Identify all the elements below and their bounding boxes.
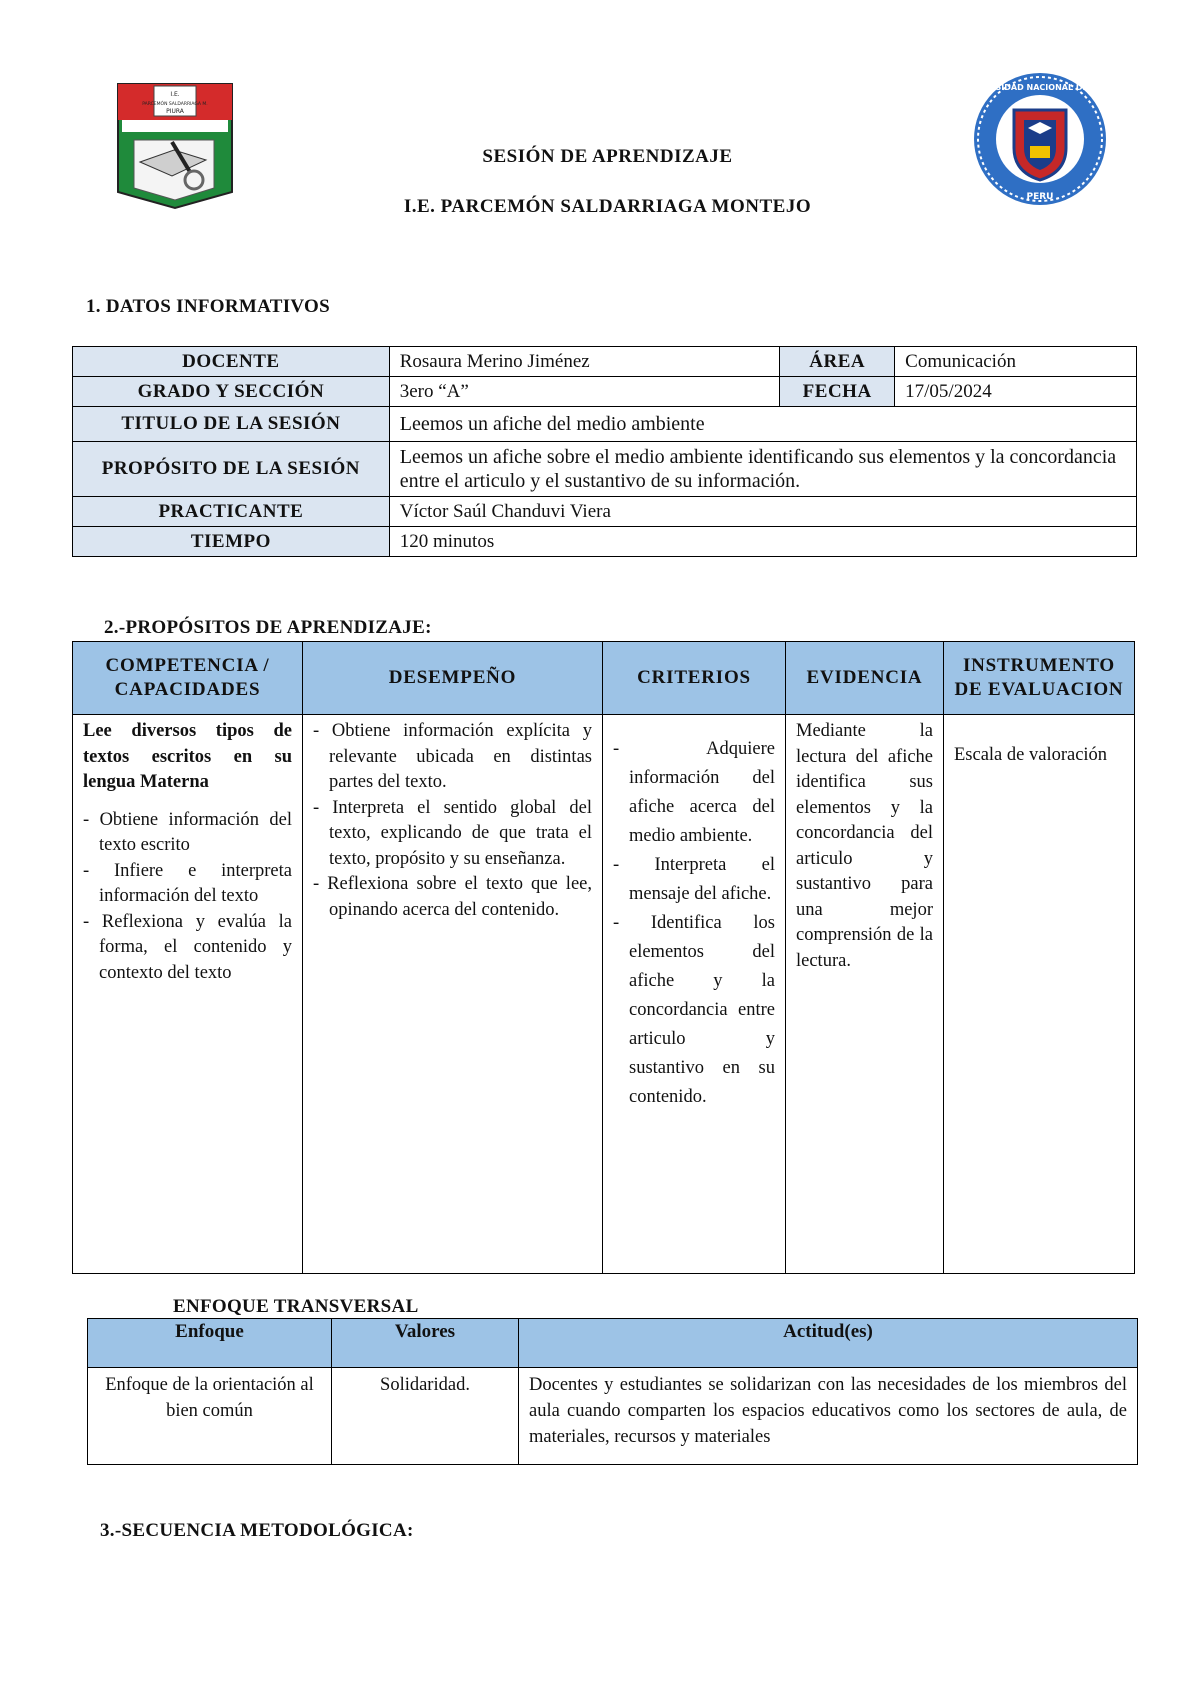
svg-text:PARCEMÓN SALDARRIAGA M.: PARCEMÓN SALDARRIAGA M. (142, 102, 208, 107)
desempeno-item: - Obtiene información explícita y relevante ubicada en distintas partes del texto. (313, 721, 592, 792)
criterios-cell (603, 715, 786, 1274)
evidencia-cell: Mediante la lectura del afiche identifica sus elementos y la concordancia del articulo y sustantivo para una mejor comprensión de la lectura. (786, 715, 944, 1274)
section1-heading: 1. DATOS INFORMATIVOS (86, 296, 330, 317)
desempeno-item: - Interpreta el sentido global del texto, explicando de que trata el texto, propósito y su enseñanza. (313, 797, 592, 869)
titulo-value: Leemos un afiche del medio ambiente (389, 407, 1136, 442)
header-enfoque: Enfoque (88, 1319, 332, 1368)
header-valores: Valores (332, 1319, 519, 1368)
area-value: Comunicación (895, 347, 1137, 377)
capacidad-item: - Reflexiona y evalúa la forma, el contenido y contexto del texto (83, 911, 292, 983)
school-name: I.E. PARCEMÓN SALDARRIAGA MONTEJO (403, 196, 812, 217)
competencia-title: Lee diversos tipos de textos escritos en su lengua Materna (83, 721, 292, 792)
propositos-table (72, 641, 1135, 1274)
grado-value: 3ero “A” (389, 377, 779, 407)
header-competencia: COMPETENCIA / CAPACIDADES (73, 642, 303, 715)
proposito-label: PROPÓSITO DE LA SESIÓN (73, 442, 390, 497)
fecha-value: 17/05/2024 (895, 377, 1137, 407)
university-seal-logo (966, 68, 1114, 210)
document-title: SESIÓN DE APRENDIZAJE (482, 146, 733, 167)
capacidad-item: - Obtiene información del texto escrito (83, 809, 292, 855)
area-label: ÁREA (780, 347, 895, 377)
proposito-value: Leemos un afiche sobre el medio ambiente identificando sus elementos y la concordancia entre el articulo y el sustantivo de su información. (389, 442, 1136, 497)
criterio-item: - Interpreta el mensaje del afiche. (613, 855, 775, 904)
tiempo-value: 120 minutos (389, 527, 1136, 557)
actitud-cell: Docentes y estudiantes se solidarizan con las necesidades de los miembros del aula cuando comparten los espacios educativos como los sectores de aula, de materiales, recursos y materiales (519, 1368, 1138, 1465)
desempeno-cell (303, 715, 603, 1274)
valores-cell: Solidaridad. (332, 1368, 519, 1465)
docente-label: DOCENTE (73, 347, 390, 377)
header-desempeno: DESEMPEÑO (303, 642, 603, 715)
grado-label: GRADO Y SECCIÓN (73, 377, 390, 407)
enfoque-heading: ENFOQUE TRANSVERSAL (173, 1296, 419, 1317)
criterio-item: - Adquiere información del afiche acerca del medio ambiente. (613, 739, 775, 846)
svg-text:PIURA: PIURA (166, 108, 184, 115)
section3-heading: 3.-SECUENCIA METODOLÓGICA: (100, 1520, 414, 1541)
criterio-item: - Identifica los elementos del afiche y la concordancia entre articulo y sustantivo en su contenido. (613, 913, 775, 1107)
competencia-cell (73, 715, 303, 1274)
desempeno-item: - Reflexiona sobre el texto que lee, opinando acerca del contenido. (313, 874, 592, 920)
instrumento-cell: Escala de valoración (944, 715, 1135, 1274)
header-evidencia: EVIDENCIA (786, 642, 944, 715)
enfoque-table (87, 1318, 1138, 1465)
svg-text:I.E.: I.E. (170, 91, 180, 98)
fecha-label: FECHA (780, 377, 895, 407)
header-instrumento: INSTRUMENTO DE EVALUACION (944, 642, 1135, 715)
practicante-label: PRACTICANTE (73, 497, 390, 527)
header-actitud: Actitud(es) (519, 1319, 1138, 1368)
titulo-label: TITULO DE LA SESIÓN (73, 407, 390, 442)
enfoque-cell: Enfoque de la orientación al bien común (88, 1368, 332, 1465)
svg-text:PERU: PERU (1026, 192, 1054, 202)
svg-text:UNIVERSIDAD NACIONAL DE PIURA: UNIVERSIDAD NACIONAL DE PIURA (966, 83, 1114, 92)
datos-informativos-table (72, 346, 1137, 557)
tiempo-label: TIEMPO (73, 527, 390, 557)
header-criterios: CRITERIOS (603, 642, 786, 715)
practicante-value: Víctor Saúl Chanduvi Viera (389, 497, 1136, 527)
docente-value: Rosaura Merino Jiménez (389, 347, 779, 377)
section2-heading: 2.-PROPÓSITOS DE APRENDIZAJE: (104, 617, 432, 638)
capacidad-item: - Infiere e interpreta información del texto (83, 860, 292, 906)
